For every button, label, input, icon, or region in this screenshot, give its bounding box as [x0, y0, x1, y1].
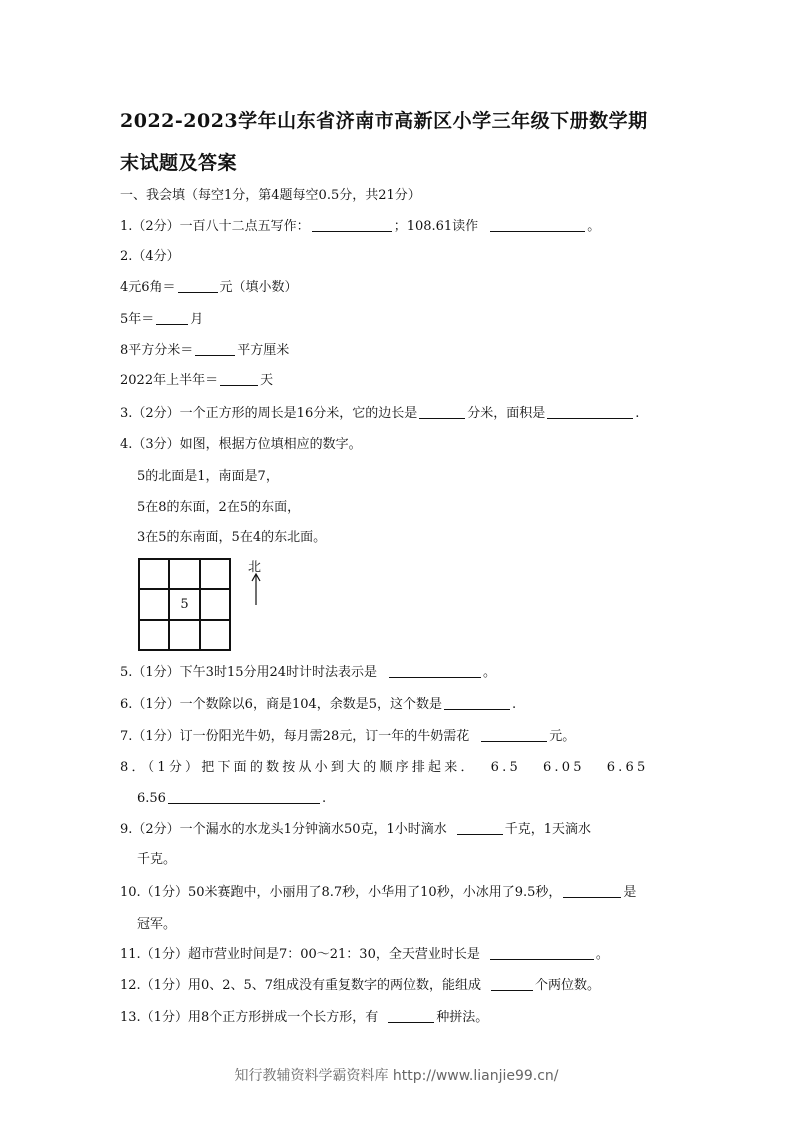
answer-blank [389, 665, 481, 678]
doc-title-line1: 2022-2023学年山东省济南市高新区小学三年级下册数学期 [120, 110, 648, 132]
answer-blank [457, 822, 503, 835]
north-label: 北 [248, 560, 262, 575]
question-13: 13.（1分）用8个正方形拼成一个长方形，有 种拼法。 [120, 1010, 489, 1025]
question-10: 10.（1分）50米赛跑中，小丽用了8.7秒，小华用了10秒，小冰用了9.5秒， 是 [120, 885, 637, 900]
answer-blank [444, 697, 510, 710]
question-2-row4: 2022年上半年＝ 天 [120, 373, 274, 388]
question-4-clue1: 5的北面是1，南面是7， [137, 469, 279, 484]
question-5: 5.（1分）下午3时15分用24时计时法表示是 。 [120, 665, 497, 680]
answer-blank [547, 406, 633, 419]
section-heading: 一、我会填（每空1分，第4题每空0.5分，共21分） [120, 188, 421, 203]
grid-cell [200, 589, 230, 619]
grid-cell [139, 559, 169, 589]
grid-cell [139, 589, 169, 619]
answer-blank [220, 373, 258, 386]
doc-title-line2: 末试题及答案 [120, 152, 238, 174]
answer-blank [563, 885, 621, 898]
question-1: 1.（2分）一百八十二点五写作： ；108.61读作 。 [120, 219, 601, 234]
question-7: 7.（1分）订一份阳光牛奶，每月需28元，订一年的牛奶需花 元。 [120, 729, 576, 744]
answer-blank [490, 947, 594, 960]
question-6: 6.（1分）一个数除以6，商是104，余数是5，这个数是 . [120, 697, 517, 712]
north-arrow-icon [250, 572, 262, 606]
grid-cell [169, 559, 199, 589]
grid-cell [139, 620, 169, 650]
question-9-cont: 千克。 [137, 852, 177, 867]
grid-cell [200, 559, 230, 589]
answer-blank [178, 280, 218, 293]
footer-source-link[interactable]: 知行教辅资料学霸资料库 http://www.lianjie99.cn/ [234, 1068, 559, 1084]
question-12: 12.（1分）用0、2、5、7组成没有重复数字的两位数，能组成 个两位数。 [120, 978, 601, 993]
answer-blank [490, 219, 585, 232]
answer-blank [312, 219, 392, 232]
grid-cell-center: 5 [169, 589, 199, 619]
question-11: 11.（1分）超市营业时间是7：00～21：30，全天营业时长是 。 [120, 947, 609, 962]
answer-blank [168, 791, 320, 804]
question-2-row1: 4元6角＝ 元（填小数） [120, 280, 298, 295]
answer-blank [481, 729, 547, 742]
question-10-cont: 冠军。 [137, 917, 177, 932]
answer-blank [419, 406, 465, 419]
question-3: 3.（2分）一个正方形的周长是16分米，它的边长是 分米，面积是 . [120, 406, 640, 421]
question-8: 8．（1分）把下面的数按从小到大的顺序排起来． 6.5 6.05 6.65 [120, 760, 649, 775]
answer-blank [491, 978, 533, 991]
direction-grid [138, 558, 231, 651]
question-9: 9.（2分）一个漏水的水龙头1分钟滴水50克，1小时滴水 千克，1天滴水 [120, 822, 592, 837]
question-8-cont: 6.56 . [137, 791, 327, 806]
question-2-row3: 8平方分米＝ 平方厘米 [120, 343, 290, 358]
grid-cell [200, 620, 230, 650]
question-4-head: 4.（3分）如图，根据方位填相应的数字。 [120, 437, 362, 452]
grid-cell [169, 620, 199, 650]
question-4-clue2: 5在8的东面，2在5的东面， [137, 500, 301, 515]
answer-blank [156, 312, 188, 325]
question-2-row2: 5年＝ 月 [120, 312, 204, 327]
answer-blank [195, 343, 235, 356]
question-2-head: 2.（4分） [120, 249, 180, 264]
question-4-clue3: 3在5的东南面，5在4的东北面。 [137, 530, 327, 545]
answer-blank [388, 1010, 434, 1023]
